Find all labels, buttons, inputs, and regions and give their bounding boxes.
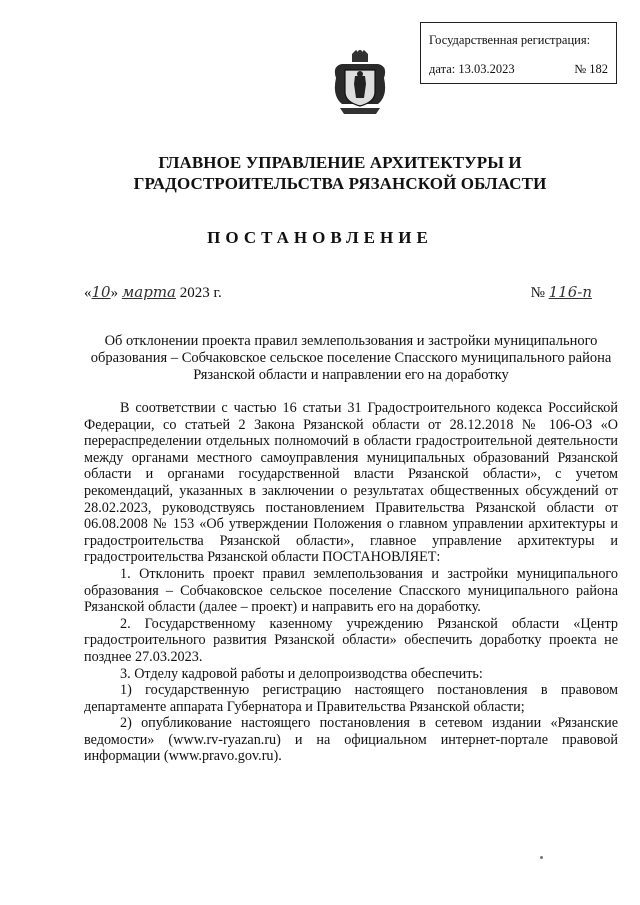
document-date: [84, 283, 222, 302]
stamp-details: [429, 61, 608, 77]
document-body: [84, 400, 618, 765]
stamp-date: дата: 13.03.2023: [429, 62, 515, 76]
stamp-title: Государственная регистрация:: [429, 33, 591, 47]
stamp-number: № 182: [574, 62, 608, 76]
date-open-quote: «: [84, 285, 92, 301]
scan-speck: [540, 856, 543, 859]
body-paragraph: В соответствии с частью 16 статьи 31 Градостроительного кодекса Российской Федерации, со статьей 2 Закона Рязанской области от 28.12.2018 № 106-ОЗ «О перераспределении отдельных полномочий в области градостроительной деятельности между органами местного самоуправления муниципальных образований Рязанской области и органами государственной власти Рязанской области», с учетом рекомендаций, указанных в заключении о результатах общественных обсуждений от 28.02.2023, руководствуясь постановлением Правительства Рязанской области от 06.08.2008 № 153 «Об утверждении Положения о главном управлении архитектуры и градостроительства Рязанской области», главное управление архитектуры и градостроительства Рязанской области ПОСТАНОВЛЯЕТ:: [84, 400, 618, 566]
body-paragraph: 2) опубликование настоящего постановления в сетевом издании «Рязанские ведомости» (www.rv-ryazan.ru) и на официальном интернет-портале правовой информации (www.pravo.gov.ru).: [84, 715, 618, 765]
date-year: 2023 г.: [179, 285, 222, 301]
number-value: 116-п: [548, 283, 592, 301]
date-close-quote: »: [110, 285, 119, 301]
department-title: ГЛАВНОЕ УПРАВЛЕНИЕ АРХИТЕКТУРЫ И ГРАДОСТРОИТЕЛЬСТВА РЯЗАНСКОЙ ОБЛАСТИ: [133, 153, 547, 193]
date-day: 10: [91, 283, 111, 301]
body-paragraph: 3. Отделу кадровой работы и делопроизводства обеспечить:: [120, 665, 483, 682]
date-month: марта: [121, 283, 176, 301]
body-paragraph: 1) государственную регистрацию настоящего постановления в правовом департаменте аппарата Губернатора и Правительства Рязанской области;: [84, 682, 618, 715]
document-number: [531, 283, 592, 302]
number-prefix: №: [530, 285, 545, 301]
body-paragraph: 2. Государственному казенному учреждению Рязанской области «Центр градостроительного развития Рязанской области» обеспечить доработку проекта не позднее 27.03.2023.: [84, 615, 618, 665]
coat-of-arms-icon: [330, 48, 390, 148]
document-subject: Об отклонении проекта правил землепользования и застройки муниципального образования – Собчаковское сельское поселение Спасского муниципального района Рязанской области и направлении его на доработку: [90, 333, 612, 383]
body-paragraph: 1. Отклонить проект правил землепользования и застройки муниципального образования – Собчаковское сельское поселение Спасского муниципального района Рязанской области (далее – проект) и направить его на доработку.: [84, 565, 618, 616]
document-type: ПОСТАНОВЛЕНИЕ: [207, 228, 433, 247]
registration-stamp: [420, 22, 617, 84]
